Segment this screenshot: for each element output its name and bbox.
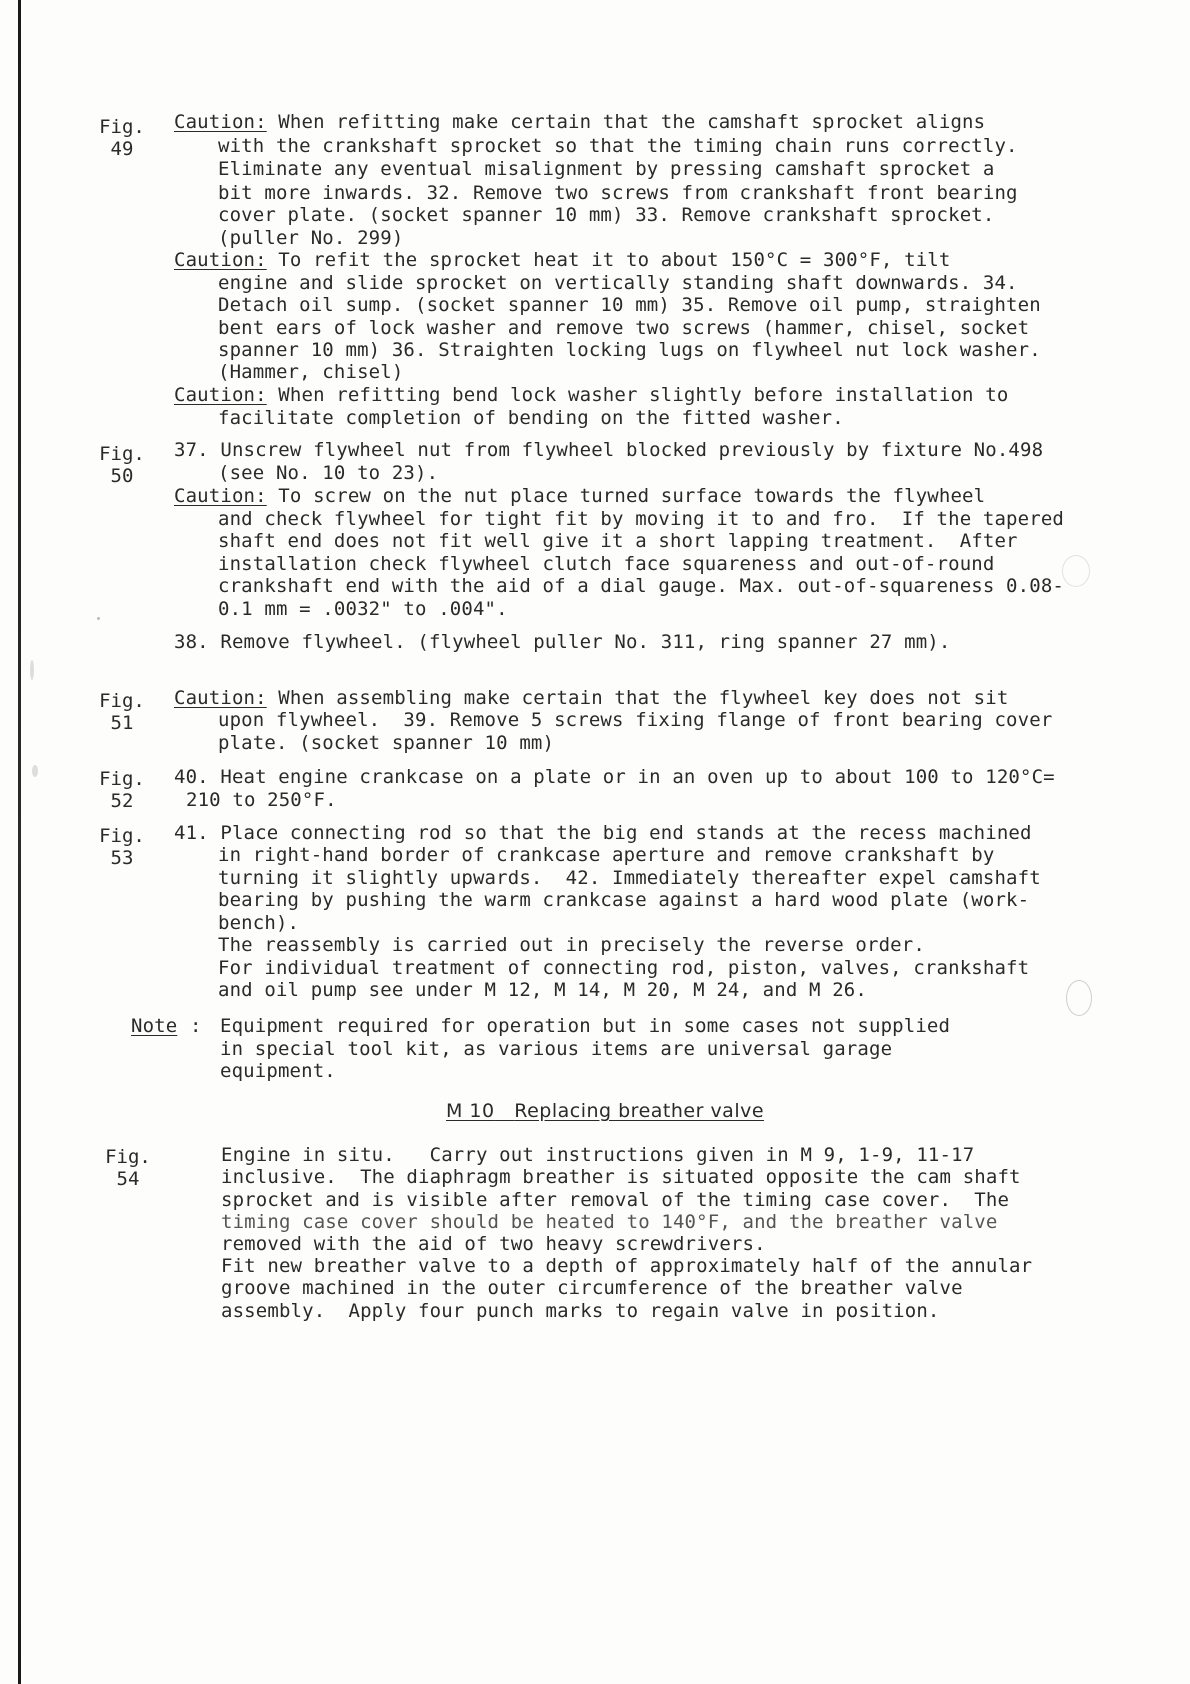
text-line: and check flywheel for tight fit by moving it to and fro. If the tapered: [218, 508, 1064, 530]
fig-label: Fig.: [99, 443, 145, 465]
text-line: 0.1 mm = .0032" to .004".: [218, 598, 508, 620]
fig-label: Fig.: [105, 1146, 151, 1168]
text-line: removed with the aid of two heavy screwdrivers.: [221, 1233, 766, 1255]
text-line: 40. Heat engine crankcase on a plate or in an oven up to about 100 to 120°C=: [174, 766, 1055, 788]
text-line: cover plate. (socket spanner 10 mm) 33. Remove crankshaft sprocket.: [218, 204, 995, 226]
text-line: When refitting bend lock washer slightly before installation to: [266, 384, 1009, 406]
text-line: 210 to 250°F.: [186, 789, 337, 811]
text-line: The reassembly is carried out in precisely the reverse order.: [218, 934, 925, 956]
text-line: 41. Place connecting rod so that the big end stands at the recess machined: [174, 822, 1032, 844]
fig-ref-54: [98, 1146, 158, 1190]
fig-ref-53: [92, 825, 152, 869]
fig-number: 54: [116, 1168, 140, 1190]
fig-ref-52: [92, 768, 152, 812]
text-line: (puller No. 299): [218, 227, 404, 249]
fig-number: 50: [110, 465, 134, 487]
text-line: (Hammer, chisel): [218, 361, 404, 383]
block3-line1: [174, 383, 1008, 407]
scan-speck: [97, 617, 100, 620]
text-line: bent ears of lock washer and remove two screws (hammer, chisel, socket: [218, 317, 1030, 339]
block1-line1: [174, 110, 985, 134]
text-line: and oil pump see under M 12, M 14, M 20, M 24, and M 26.: [218, 979, 867, 1001]
text-line: crankshaft end with the aid of a dial gauge. Max. out-of-squareness 0.08-: [218, 575, 1064, 597]
text-line: engine and slide sprocket on vertically standing shaft downwards. 34.: [218, 272, 1018, 294]
text-line: plate. (socket spanner 10 mm): [218, 732, 555, 754]
fig-ref-49: [92, 116, 152, 160]
fig-number: 49: [110, 138, 134, 160]
caution-label: Caution:: [174, 687, 267, 709]
fig-label: Fig.: [99, 116, 145, 138]
text-line: spanner 10 mm) 36. Straighten locking lugs on flywheel nut lock washer.: [218, 339, 1041, 361]
text-line: inclusive. The diaphragm breather is situated opposite the cam shaft: [221, 1166, 1021, 1188]
binding-edge: [18, 0, 21, 1684]
text-line: facilitate completion of bending on the fitted washer.: [218, 407, 844, 429]
text-line: timing case cover should be heated to 140°F, and the breather valve: [221, 1211, 998, 1233]
text-line: Equipment required for operation but in some cases not supplied: [220, 1015, 951, 1037]
section-heading: [446, 1099, 764, 1123]
punch-hole-mark: [1062, 555, 1090, 587]
text-line: Fit new breather valve to a depth of approximately half of the annular: [221, 1255, 1033, 1277]
text-line: Detach oil sump. (socket spanner 10 mm) 35. Remove oil pump, straighten: [218, 294, 1041, 316]
text-line: Eliminate any eventual misalignment by pressing camshaft sprocket a: [218, 158, 995, 180]
text-line: When assembling make certain that the flywheel key does not sit: [266, 687, 1009, 709]
text-line: bit more inwards. 32. Remove two screws from crankshaft front bearing: [218, 182, 1018, 204]
fig-label: Fig.: [99, 768, 145, 790]
section-title: Replacing breather valve: [514, 1100, 765, 1122]
punch-hole-mark: [1066, 980, 1092, 1016]
fig-ref-50: [92, 443, 152, 487]
text-line: 38. Remove flywheel. (flywheel puller No. 311, ring spanner 27 mm).: [174, 631, 951, 653]
block2-line1: [174, 248, 950, 272]
text-line: To screw on the nut place turned surface towards the flywheel: [266, 485, 986, 507]
block5-line1: [174, 484, 985, 508]
caution-label: Caution:: [174, 249, 267, 271]
fig-number: 51: [110, 712, 134, 734]
block7-line1: [174, 686, 1008, 710]
text-line: equipment.: [220, 1060, 336, 1082]
fig-label: Fig.: [99, 690, 145, 712]
fig-label: Fig.: [99, 825, 145, 847]
scan-speck: [30, 660, 34, 680]
text-line: in right-hand border of crankcase aperture and remove crankshaft by: [218, 844, 995, 866]
section-code: M 10: [446, 1100, 495, 1122]
text-line: 37. Unscrew flywheel nut from flywheel blocked previously by fixture No.498: [174, 439, 1044, 461]
text-line: assembly. Apply four punch marks to regain valve in position.: [221, 1300, 940, 1322]
text-line: To refit the sprocket heat it to about 150°C = 300°F, tilt: [266, 249, 951, 271]
scan-speck: [32, 765, 38, 777]
text-line: turning it slightly upwards. 42. Immediately thereafter expel camshaft: [218, 867, 1041, 889]
text-line: installation check flywheel clutch face squareness and out-of-round: [218, 553, 995, 575]
text-line: When refitting make certain that the camshaft sprocket aligns: [266, 111, 986, 133]
text-line: Engine in situ. Carry out instructions given in M 9, 1-9, 11-17: [221, 1144, 975, 1166]
text-line: groove machined in the outer circumference of the breather valve: [221, 1277, 963, 1299]
caution-label: Caution:: [174, 485, 267, 507]
text-line: upon flywheel. 39. Remove 5 screws fixing flange of front bearing cover: [218, 709, 1053, 731]
note-colon: :: [190, 1015, 202, 1037]
text-line: with the crankshaft sprocket so that the timing chain runs correctly.: [218, 135, 1018, 157]
text-line: bearing by pushing the warm crankcase against a hard wood plate (work-: [218, 889, 1030, 911]
fig-number: 53: [110, 847, 134, 869]
text-line: bench).: [218, 912, 300, 934]
text-line: For individual treatment of connecting rod, piston, valves, crankshaft: [218, 957, 1030, 979]
text-line: sprocket and is visible after removal of the timing case cover. The: [221, 1189, 1010, 1211]
text-line: (see No. 10 to 23).: [218, 462, 439, 484]
note-label: Note: [131, 1015, 178, 1037]
caution-label: Caution:: [174, 384, 267, 406]
text-line: in special tool kit, as various items are universal garage: [220, 1038, 893, 1060]
fig-ref-51: [92, 690, 152, 734]
text-line: shaft end does not fit well give it a short lapping treatment. After: [218, 530, 1018, 552]
caution-label: Caution:: [174, 111, 267, 133]
fig-number: 52: [110, 790, 134, 812]
